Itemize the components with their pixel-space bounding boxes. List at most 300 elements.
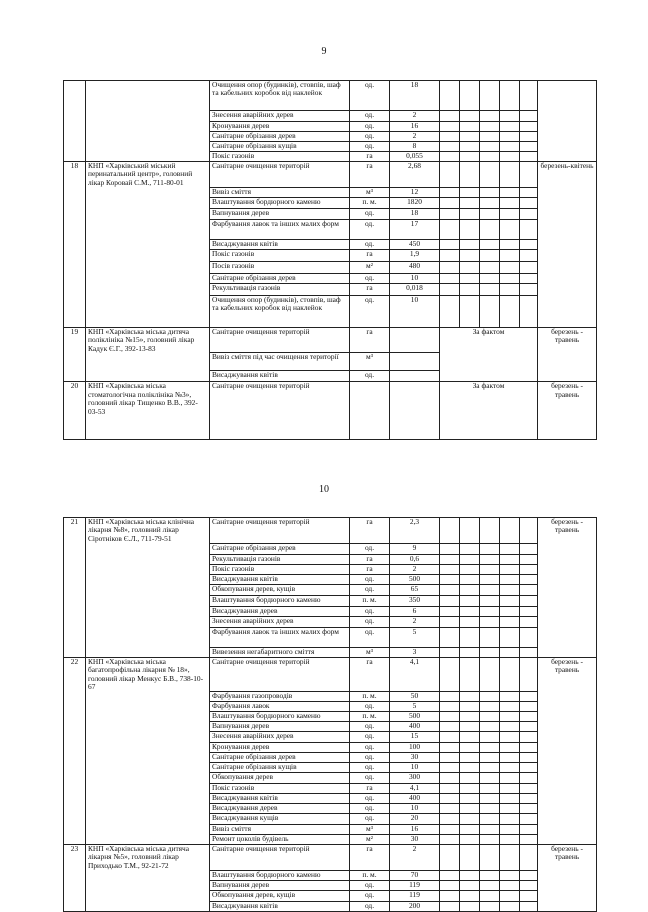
term-cell bbox=[538, 793, 597, 803]
term-cell bbox=[538, 606, 597, 616]
empty-cell bbox=[500, 742, 520, 752]
quantity-cell: 1820 bbox=[390, 197, 440, 208]
empty-cell bbox=[460, 793, 480, 803]
empty-cell bbox=[460, 711, 480, 721]
quantity-cell: 400 bbox=[390, 793, 440, 803]
organization-cell bbox=[86, 691, 210, 701]
quantity-cell: 16 bbox=[390, 824, 440, 834]
work-type-cell: Рекультивація газонів bbox=[210, 554, 350, 564]
row-number bbox=[64, 752, 86, 762]
empty-cell bbox=[440, 870, 460, 880]
work-type-cell: Покіс газонів bbox=[210, 152, 350, 162]
work-type-cell: Фарбування лавок та інших малих форм bbox=[210, 219, 350, 239]
unit-cell: од. bbox=[350, 208, 390, 219]
unit-cell: од. bbox=[350, 721, 390, 731]
quantity-cell: 6 bbox=[390, 606, 440, 616]
empty-cell bbox=[520, 752, 538, 762]
table-row bbox=[64, 783, 597, 793]
empty-cell bbox=[440, 584, 460, 595]
empty-cell bbox=[500, 162, 520, 188]
empty-cell bbox=[460, 606, 480, 616]
unit-cell: га bbox=[350, 283, 390, 295]
term-cell bbox=[538, 880, 597, 890]
organization-cell: КНП «Харківська міська стоматологічна поліклініка №3», головний лікар Тищенко В.В., 392-03-53 bbox=[86, 382, 210, 440]
unit-cell: од. bbox=[350, 762, 390, 772]
table-row bbox=[64, 627, 597, 647]
empty-cell bbox=[480, 772, 500, 783]
empty-cell bbox=[500, 616, 520, 627]
work-type-cell: Вивезення негабаритного сміття bbox=[210, 647, 350, 657]
term-cell bbox=[538, 762, 597, 772]
table-row bbox=[64, 711, 597, 721]
row-number: 20 bbox=[64, 382, 86, 440]
row-number bbox=[64, 283, 86, 295]
empty-cell bbox=[480, 711, 500, 721]
empty-cell bbox=[520, 657, 538, 691]
empty-cell bbox=[520, 834, 538, 844]
organization-cell bbox=[86, 273, 210, 283]
work-type-cell: Санітарне обрізання дерев bbox=[210, 543, 350, 554]
term-cell: березень - травень bbox=[538, 327, 597, 353]
empty-cell bbox=[440, 249, 460, 261]
empty-cell bbox=[520, 122, 538, 132]
term-cell bbox=[538, 554, 597, 564]
term-cell bbox=[538, 711, 597, 721]
row-number: 21 bbox=[64, 518, 86, 544]
unit-cell: од. bbox=[350, 295, 390, 327]
table-row bbox=[64, 813, 597, 824]
unit-cell: од. bbox=[350, 772, 390, 783]
empty-cell bbox=[440, 803, 460, 813]
empty-cell bbox=[500, 595, 520, 606]
empty-cell bbox=[460, 731, 480, 742]
empty-cell bbox=[500, 197, 520, 208]
organization-cell bbox=[86, 249, 210, 261]
table-row bbox=[64, 564, 597, 574]
unit-cell: га bbox=[350, 657, 390, 691]
work-type-cell: Вивіз сміття під час очищення території bbox=[210, 353, 350, 371]
empty-cell bbox=[440, 701, 460, 711]
empty-cell bbox=[480, 803, 500, 813]
row-number bbox=[64, 762, 86, 772]
table-row bbox=[64, 283, 597, 295]
empty-cell bbox=[440, 208, 460, 219]
term-cell bbox=[538, 595, 597, 606]
work-type-cell: Влаштування бордюрного каменю bbox=[210, 711, 350, 721]
organization-cell bbox=[86, 762, 210, 772]
empty-cell bbox=[440, 239, 460, 249]
row-number bbox=[64, 595, 86, 606]
row-number bbox=[64, 197, 86, 208]
empty-cell bbox=[520, 647, 538, 657]
empty-cell bbox=[520, 813, 538, 824]
work-type-cell: Влаштування бордюрного каменю bbox=[210, 870, 350, 880]
empty-cell bbox=[500, 81, 520, 111]
empty-cell bbox=[480, 783, 500, 793]
empty-cell bbox=[480, 543, 500, 554]
row-number bbox=[64, 691, 86, 701]
work-type-cell: Вивіз сміття bbox=[210, 187, 350, 197]
work-type-cell: Вапнування дерев bbox=[210, 208, 350, 219]
term-cell bbox=[538, 187, 597, 197]
empty-cell bbox=[480, 880, 500, 890]
empty-cell bbox=[440, 111, 460, 122]
table-row bbox=[64, 762, 597, 772]
organization-cell bbox=[86, 772, 210, 783]
term-cell bbox=[538, 111, 597, 122]
empty-cell bbox=[520, 219, 538, 239]
work-type-cell: Очищення опор (будинків), стовпів, шаф та кабельних коробок від наклейок bbox=[210, 295, 350, 327]
unit-cell: од. bbox=[350, 701, 390, 711]
empty-cell bbox=[520, 197, 538, 208]
unit-cell: м³ bbox=[350, 824, 390, 834]
row-number bbox=[64, 606, 86, 616]
empty-cell bbox=[520, 81, 538, 111]
quantity-cell: 480 bbox=[390, 261, 440, 273]
term-cell bbox=[538, 870, 597, 880]
empty-cell bbox=[440, 627, 460, 647]
term-cell bbox=[538, 152, 597, 162]
empty-cell bbox=[460, 111, 480, 122]
quantity-cell: 5 bbox=[390, 701, 440, 711]
empty-cell bbox=[460, 584, 480, 595]
term-cell bbox=[538, 890, 597, 901]
empty-cell bbox=[460, 844, 480, 870]
row-number bbox=[64, 627, 86, 647]
quantity-cell: 200 bbox=[390, 901, 440, 911]
work-type-cell: Санітарне очищення територій bbox=[210, 327, 350, 353]
quantity-cell: 4,1 bbox=[390, 657, 440, 691]
table-row bbox=[64, 327, 597, 353]
unit-cell: од. bbox=[350, 219, 390, 239]
empty-cell bbox=[480, 595, 500, 606]
empty-cell bbox=[440, 783, 460, 793]
term-cell bbox=[538, 584, 597, 595]
work-type-cell: Ремонт цоколів будівель bbox=[210, 834, 350, 844]
empty-cell bbox=[460, 295, 480, 327]
row-number bbox=[64, 783, 86, 793]
term-cell bbox=[538, 81, 597, 111]
unit-cell: п. м. bbox=[350, 711, 390, 721]
organization-cell bbox=[86, 152, 210, 162]
empty-cell bbox=[480, 249, 500, 261]
empty-cell bbox=[440, 721, 460, 731]
empty-cell bbox=[520, 273, 538, 283]
quantity-cell bbox=[390, 382, 440, 440]
quantity-cell: 119 bbox=[390, 880, 440, 890]
work-type-cell: Вапнування дерев bbox=[210, 721, 350, 731]
empty-cell bbox=[440, 543, 460, 554]
empty-cell bbox=[480, 152, 500, 162]
empty-cell bbox=[500, 152, 520, 162]
quantity-cell: 10 bbox=[390, 295, 440, 327]
quantity-cell: 8 bbox=[390, 142, 440, 152]
empty-cell bbox=[480, 742, 500, 752]
empty-cell bbox=[440, 606, 460, 616]
organization-cell bbox=[86, 554, 210, 564]
unit-cell: од. bbox=[350, 132, 390, 142]
row-number bbox=[64, 731, 86, 742]
empty-cell bbox=[460, 752, 480, 762]
empty-cell bbox=[500, 647, 520, 657]
work-type-cell: Влаштування бордюрного каменю bbox=[210, 595, 350, 606]
empty-cell bbox=[500, 273, 520, 283]
row-number bbox=[64, 554, 86, 564]
organization-cell bbox=[86, 187, 210, 197]
empty-cell bbox=[500, 132, 520, 142]
empty-cell bbox=[480, 627, 500, 647]
row-number bbox=[64, 584, 86, 595]
empty-cell bbox=[480, 574, 500, 584]
row-number bbox=[64, 543, 86, 554]
table-row bbox=[64, 742, 597, 752]
table-row bbox=[64, 772, 597, 783]
organization-cell bbox=[86, 803, 210, 813]
quantity-cell: 16 bbox=[390, 122, 440, 132]
plan-table-page-9 bbox=[63, 80, 597, 440]
empty-cell bbox=[460, 783, 480, 793]
empty-cell bbox=[520, 295, 538, 327]
empty-cell bbox=[440, 793, 460, 803]
empty-cell bbox=[480, 793, 500, 803]
unit-cell: од. bbox=[350, 742, 390, 752]
empty-cell bbox=[480, 122, 500, 132]
empty-cell bbox=[520, 132, 538, 142]
term-cell bbox=[538, 249, 597, 261]
row-number bbox=[64, 111, 86, 122]
term-cell bbox=[538, 197, 597, 208]
row-number: 22 bbox=[64, 657, 86, 691]
empty-cell bbox=[520, 595, 538, 606]
unit-cell: п. м. bbox=[350, 870, 390, 880]
organization-cell bbox=[86, 111, 210, 122]
empty-cell bbox=[440, 731, 460, 742]
table-row bbox=[64, 382, 597, 440]
empty-cell bbox=[520, 783, 538, 793]
row-number bbox=[64, 870, 86, 880]
organization-cell bbox=[86, 543, 210, 554]
organization-cell bbox=[86, 701, 210, 711]
term-cell: березень - травень bbox=[538, 657, 597, 691]
term-cell bbox=[538, 574, 597, 584]
work-type-cell: Висаджування квітів bbox=[210, 901, 350, 911]
empty-cell bbox=[500, 701, 520, 711]
term-cell bbox=[538, 353, 597, 371]
empty-cell bbox=[500, 752, 520, 762]
term-cell: березень - травень bbox=[538, 518, 597, 544]
quantity-cell: 18 bbox=[390, 208, 440, 219]
empty-cell bbox=[480, 691, 500, 701]
table-row bbox=[64, 701, 597, 711]
organization-cell bbox=[86, 813, 210, 824]
empty-cell bbox=[460, 616, 480, 627]
empty-cell bbox=[520, 880, 538, 890]
row-number bbox=[64, 295, 86, 327]
quantity-cell: 15 bbox=[390, 731, 440, 742]
empty-cell bbox=[500, 208, 520, 219]
term-cell: березень-квітень bbox=[538, 162, 597, 188]
empty-cell bbox=[460, 647, 480, 657]
organization-cell bbox=[86, 793, 210, 803]
empty-cell bbox=[440, 564, 460, 574]
table-row bbox=[64, 721, 597, 731]
unit-cell: од. bbox=[350, 813, 390, 824]
empty-cell bbox=[480, 295, 500, 327]
organization-cell bbox=[86, 627, 210, 647]
empty-cell bbox=[440, 162, 460, 188]
empty-cell bbox=[440, 616, 460, 627]
empty-cell bbox=[480, 564, 500, 574]
organization-cell bbox=[86, 353, 210, 371]
empty-cell bbox=[520, 691, 538, 701]
empty-cell bbox=[460, 721, 480, 731]
empty-cell bbox=[500, 627, 520, 647]
table-row bbox=[64, 870, 597, 880]
empty-cell bbox=[500, 606, 520, 616]
empty-cell bbox=[460, 543, 480, 554]
empty-cell bbox=[480, 890, 500, 901]
row-number bbox=[64, 122, 86, 132]
fact-label: За фактом bbox=[440, 327, 538, 382]
unit-cell: од. bbox=[350, 752, 390, 762]
table-row bbox=[64, 584, 597, 595]
empty-cell bbox=[500, 261, 520, 273]
empty-cell bbox=[480, 721, 500, 731]
empty-cell bbox=[480, 844, 500, 870]
row-number bbox=[64, 890, 86, 901]
work-type-cell: Санітарне очищення територій bbox=[210, 657, 350, 691]
unit-cell: м³ bbox=[350, 353, 390, 371]
table-row bbox=[64, 208, 597, 219]
work-type-cell: Висаджування дерев bbox=[210, 606, 350, 616]
organization-cell bbox=[86, 197, 210, 208]
table-row bbox=[64, 803, 597, 813]
work-type-cell: Вапнування дерев bbox=[210, 880, 350, 890]
empty-cell bbox=[520, 701, 538, 711]
unit-cell: од. bbox=[350, 574, 390, 584]
term-cell bbox=[538, 564, 597, 574]
empty-cell bbox=[480, 647, 500, 657]
organization-cell bbox=[86, 890, 210, 901]
empty-cell bbox=[480, 813, 500, 824]
term-cell bbox=[538, 824, 597, 834]
quantity-cell: 500 bbox=[390, 574, 440, 584]
empty-cell bbox=[480, 111, 500, 122]
organization-cell bbox=[86, 647, 210, 657]
term-cell bbox=[538, 742, 597, 752]
quantity-cell: 4,1 bbox=[390, 783, 440, 793]
unit-cell: од. bbox=[350, 81, 390, 111]
table-row bbox=[64, 880, 597, 890]
organization-cell bbox=[86, 731, 210, 742]
empty-cell bbox=[480, 762, 500, 772]
organization-cell bbox=[86, 606, 210, 616]
empty-cell bbox=[460, 574, 480, 584]
empty-cell bbox=[440, 824, 460, 834]
organization-cell bbox=[86, 824, 210, 834]
empty-cell bbox=[520, 584, 538, 595]
unit-cell: га bbox=[350, 554, 390, 564]
unit-cell: од. bbox=[350, 793, 390, 803]
empty-cell bbox=[520, 142, 538, 152]
quantity-cell: 2 bbox=[390, 132, 440, 142]
unit-cell: га bbox=[350, 162, 390, 188]
empty-cell bbox=[520, 283, 538, 295]
quantity-cell: 50 bbox=[390, 691, 440, 701]
unit-cell: п. м. bbox=[350, 595, 390, 606]
row-number bbox=[64, 132, 86, 142]
unit-cell: од. bbox=[350, 371, 390, 382]
row-number: 23 bbox=[64, 844, 86, 870]
empty-cell bbox=[520, 543, 538, 554]
work-type-cell: Санітарне очищення територій bbox=[210, 844, 350, 870]
empty-cell bbox=[440, 813, 460, 824]
work-type-cell: Кронування дерев bbox=[210, 122, 350, 132]
empty-cell bbox=[520, 187, 538, 197]
empty-cell bbox=[440, 647, 460, 657]
unit-cell: од. bbox=[350, 890, 390, 901]
empty-cell bbox=[520, 564, 538, 574]
empty-cell bbox=[440, 595, 460, 606]
empty-cell bbox=[460, 197, 480, 208]
table-row bbox=[64, 890, 597, 901]
work-type-cell: Фарбування газопроводів bbox=[210, 691, 350, 701]
term-cell bbox=[538, 701, 597, 711]
table-row bbox=[64, 647, 597, 657]
table-row bbox=[64, 731, 597, 742]
empty-cell bbox=[520, 518, 538, 544]
empty-cell bbox=[520, 616, 538, 627]
empty-cell bbox=[500, 711, 520, 721]
empty-cell bbox=[480, 731, 500, 742]
empty-cell bbox=[460, 239, 480, 249]
unit-cell: од. bbox=[350, 731, 390, 742]
row-number: 18 bbox=[64, 162, 86, 188]
row-number bbox=[64, 219, 86, 239]
empty-cell bbox=[520, 844, 538, 870]
table-row bbox=[64, 844, 597, 870]
term-cell bbox=[538, 261, 597, 273]
unit-cell: п. м. bbox=[350, 691, 390, 701]
unit-cell: од. bbox=[350, 543, 390, 554]
empty-cell bbox=[440, 752, 460, 762]
term-cell bbox=[538, 283, 597, 295]
unit-cell: га bbox=[350, 152, 390, 162]
empty-cell bbox=[480, 752, 500, 762]
term-cell bbox=[538, 219, 597, 239]
quantity-cell: 350 bbox=[390, 595, 440, 606]
organization-cell bbox=[86, 81, 210, 111]
empty-cell bbox=[440, 691, 460, 701]
term-cell bbox=[538, 543, 597, 554]
term-cell bbox=[538, 731, 597, 742]
table-row bbox=[64, 657, 597, 691]
empty-cell bbox=[460, 132, 480, 142]
work-type-cell: Кронування дерев bbox=[210, 742, 350, 752]
empty-cell bbox=[440, 142, 460, 152]
empty-cell bbox=[440, 197, 460, 208]
empty-cell bbox=[460, 518, 480, 544]
empty-cell bbox=[520, 606, 538, 616]
work-type-cell: Висаджування кущів bbox=[210, 813, 350, 824]
quantity-cell: 2,3 bbox=[390, 518, 440, 544]
empty-cell bbox=[440, 152, 460, 162]
row-number bbox=[64, 824, 86, 834]
quantity-cell: 9 bbox=[390, 543, 440, 554]
empty-cell bbox=[460, 762, 480, 772]
empty-cell bbox=[500, 564, 520, 574]
empty-cell bbox=[460, 813, 480, 824]
